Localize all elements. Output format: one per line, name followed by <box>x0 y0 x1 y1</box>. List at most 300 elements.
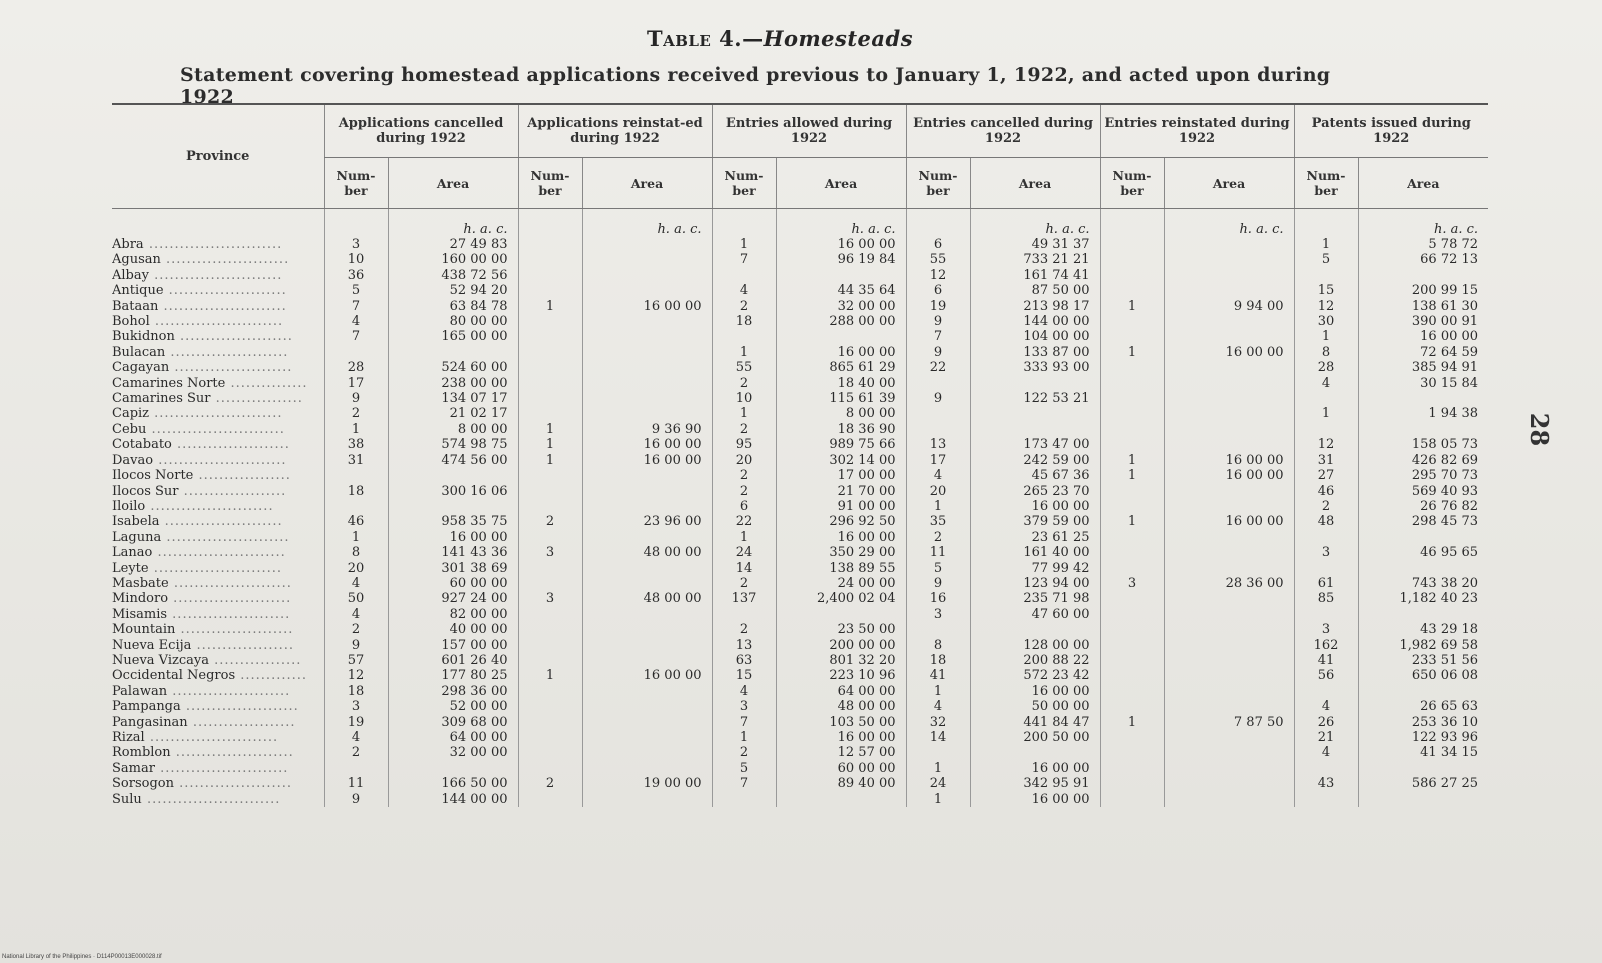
area-cell: 200 50 00 <box>970 730 1100 745</box>
province-name <box>112 283 324 298</box>
area-cell <box>1164 484 1294 499</box>
area-cell: 253 36 10 <box>1358 715 1488 730</box>
table-title-name: Homesteads <box>763 26 914 51</box>
area-cell: 165 00 00 <box>388 329 518 344</box>
number-cell <box>1100 591 1164 606</box>
area-cell: 49 31 37 <box>970 237 1100 252</box>
number-cell: 8 <box>1294 345 1358 360</box>
leader-dots: ....................... <box>163 283 287 299</box>
number-cell <box>518 745 582 760</box>
province-label: Albay <box>112 267 149 283</box>
table-row <box>112 638 1488 653</box>
province-name <box>112 514 324 529</box>
area-cell <box>776 268 906 283</box>
number-cell: 137 <box>712 591 776 606</box>
area-cell <box>582 499 712 514</box>
number-cell: 31 <box>1294 453 1358 468</box>
number-cell: 1 <box>1100 453 1164 468</box>
number-cell: 2 <box>518 776 582 791</box>
group-header: Applications cancelled during 1922 <box>324 104 518 158</box>
area-cell <box>1164 653 1294 668</box>
area-cell <box>1164 499 1294 514</box>
area-cell: 103 50 00 <box>776 715 906 730</box>
number-cell: 1 <box>1294 329 1358 344</box>
number-cell <box>518 329 582 344</box>
number-cell <box>906 622 970 637</box>
area-cell: 27 49 83 <box>388 237 518 252</box>
number-cell: 4 <box>906 468 970 483</box>
number-cell: 9 <box>324 391 388 406</box>
table-row <box>112 453 1488 468</box>
area-cell: 16 00 00 <box>970 761 1100 776</box>
number-cell: 2 <box>712 622 776 637</box>
number-cell: 18 <box>324 684 388 699</box>
number-cell: 7 <box>324 299 388 314</box>
area-cell: 115 61 39 <box>776 391 906 406</box>
area-cell <box>582 638 712 653</box>
number-cell <box>1100 360 1164 375</box>
area-cell: 1,982 69 58 <box>1358 638 1488 653</box>
number-cell <box>518 314 582 329</box>
number-cell: 63 <box>712 653 776 668</box>
number-cell <box>518 576 582 591</box>
number-cell: 1 <box>518 668 582 683</box>
area-cell: 12 57 00 <box>776 745 906 760</box>
number-cell: 32 <box>906 715 970 730</box>
table-row <box>112 468 1488 483</box>
area-cell: 379 59 00 <box>970 514 1100 529</box>
table-row <box>112 376 1488 391</box>
number-cell: 10 <box>712 391 776 406</box>
number-cell <box>518 391 582 406</box>
province-label: Masbate <box>112 575 169 591</box>
area-cell <box>1164 237 1294 252</box>
number-cell: 1 <box>324 422 388 437</box>
number-cell: 3 <box>1294 545 1358 560</box>
number-cell: 48 <box>1294 514 1358 529</box>
area-cell: 52 00 00 <box>388 699 518 714</box>
area-cell: 474 56 00 <box>388 453 518 468</box>
province-name <box>112 591 324 606</box>
number-cell: 43 <box>1294 776 1358 791</box>
number-cell: 2 <box>712 745 776 760</box>
table-row <box>112 745 1488 760</box>
number-cell <box>1294 561 1358 576</box>
province-label: Occidental Negros <box>112 668 236 684</box>
province-name <box>112 699 324 714</box>
area-cell <box>1164 530 1294 545</box>
province-label: Samar <box>112 760 155 776</box>
area-cell <box>388 499 518 514</box>
area-cell <box>582 360 712 375</box>
number-cell <box>1100 745 1164 760</box>
number-cell <box>906 422 970 437</box>
number-cell <box>518 761 582 776</box>
province-label: Isabela <box>112 514 160 530</box>
number-cell: 56 <box>1294 668 1358 683</box>
province-label: Camarines Norte <box>112 375 226 391</box>
number-cell: 4 <box>324 314 388 329</box>
table-row <box>112 484 1488 499</box>
units-label: h. a. c. <box>388 209 518 238</box>
number-cell: 12 <box>324 668 388 683</box>
area-cell: 16 00 00 <box>582 668 712 683</box>
province-name <box>112 299 324 314</box>
number-cell: 8 <box>906 638 970 653</box>
number-cell: 11 <box>324 776 388 791</box>
header-group-row <box>112 104 1488 158</box>
leader-dots: .......................... <box>141 791 281 807</box>
province-name <box>112 653 324 668</box>
area-cell: 16 00 00 <box>1164 514 1294 529</box>
number-cell <box>324 499 388 514</box>
number-cell <box>1100 668 1164 683</box>
number-cell: 17 <box>906 453 970 468</box>
number-cell <box>518 376 582 391</box>
area-cell <box>1164 730 1294 745</box>
number-cell <box>518 268 582 283</box>
area-cell: 21 70 00 <box>776 484 906 499</box>
area-cell <box>970 376 1100 391</box>
units-label: h. a. c. <box>970 209 1100 238</box>
area-cell <box>1164 776 1294 791</box>
area-cell: 235 71 98 <box>970 591 1100 606</box>
number-cell: 14 <box>712 561 776 576</box>
area-cell <box>388 761 518 776</box>
area-cell: 733 21 21 <box>970 252 1100 267</box>
number-cell <box>518 622 582 637</box>
number-cell: 2 <box>712 299 776 314</box>
area-cell <box>776 607 906 622</box>
area-cell: 426 82 69 <box>1358 453 1488 468</box>
number-cell: 1 <box>712 237 776 252</box>
group-header: Applications reinstat-ed during 1922 <box>518 104 712 158</box>
number-cell: 9 <box>324 638 388 653</box>
area-cell: 16 00 00 <box>582 453 712 468</box>
area-cell: 288 00 00 <box>776 314 906 329</box>
area-header: Area <box>582 158 712 209</box>
leader-dots: ......................... <box>154 760 289 776</box>
number-cell: 20 <box>324 561 388 576</box>
number-cell <box>1100 329 1164 344</box>
number-cell: 31 <box>324 453 388 468</box>
number-cell: 46 <box>324 514 388 529</box>
number-cell: 13 <box>712 638 776 653</box>
number-cell <box>518 468 582 483</box>
province-label: Ilocos Sur <box>112 483 179 499</box>
area-cell <box>582 561 712 576</box>
units-label: h. a. c. <box>1358 209 1488 238</box>
number-cell: 4 <box>324 576 388 591</box>
area-cell <box>1358 268 1488 283</box>
number-cell <box>1100 561 1164 576</box>
area-cell: 743 38 20 <box>1358 576 1488 591</box>
area-cell: 66 72 13 <box>1358 252 1488 267</box>
area-cell <box>776 329 906 344</box>
number-cell: 2 <box>1294 499 1358 514</box>
area-cell: 144 00 00 <box>970 314 1100 329</box>
number-cell <box>518 360 582 375</box>
area-cell: 45 67 36 <box>970 468 1100 483</box>
area-cell: 60 00 00 <box>388 576 518 591</box>
number-header: Num-ber <box>1100 158 1164 209</box>
number-cell: 20 <box>712 453 776 468</box>
number-cell <box>906 745 970 760</box>
leader-dots: ...................... <box>174 329 293 345</box>
number-cell: 2 <box>906 530 970 545</box>
number-cell: 3 <box>1294 622 1358 637</box>
province-name <box>112 360 324 375</box>
area-header: Area <box>970 158 1100 209</box>
area-cell: 64 00 00 <box>776 684 906 699</box>
number-cell: 4 <box>324 730 388 745</box>
number-cell <box>1100 607 1164 622</box>
table-row <box>112 591 1488 606</box>
number-cell <box>712 329 776 344</box>
area-cell <box>1164 268 1294 283</box>
province-label: Leyte <box>112 560 149 576</box>
group-header: Entries allowed during 1922 <box>712 104 906 158</box>
area-header: Area <box>388 158 518 209</box>
number-cell: 35 <box>906 514 970 529</box>
group-header: Patents issued during 1922 <box>1294 104 1488 158</box>
number-cell: 4 <box>712 684 776 699</box>
number-cell <box>1294 761 1358 776</box>
province-name <box>112 684 324 699</box>
number-cell: 26 <box>1294 715 1358 730</box>
table-title <box>0 26 1560 51</box>
number-cell: 1 <box>906 499 970 514</box>
area-cell: 46 95 65 <box>1358 545 1488 560</box>
number-cell <box>1294 268 1358 283</box>
table-row <box>112 776 1488 791</box>
area-cell: 32 00 00 <box>388 745 518 760</box>
area-cell: 16 00 00 <box>582 299 712 314</box>
area-cell: 342 95 91 <box>970 776 1100 791</box>
province-label: Mountain <box>112 622 176 638</box>
table-row <box>112 345 1488 360</box>
number-cell: 1 <box>518 453 582 468</box>
province-label: Pangasinan <box>112 714 188 730</box>
area-cell <box>582 653 712 668</box>
number-cell: 1 <box>1100 715 1164 730</box>
area-cell: 8 00 00 <box>776 406 906 421</box>
area-cell <box>582 314 712 329</box>
number-cell: 95 <box>712 437 776 452</box>
province-name <box>112 499 324 514</box>
number-cell: 1 <box>1100 468 1164 483</box>
area-cell: 18 40 00 <box>776 376 906 391</box>
number-cell: 2 <box>518 514 582 529</box>
number-cell <box>1100 406 1164 421</box>
table-row <box>112 499 1488 514</box>
area-cell: 87 50 00 <box>970 283 1100 298</box>
area-cell: 16 00 00 <box>582 437 712 452</box>
leader-dots: ............. <box>235 668 307 684</box>
area-cell: 16 00 00 <box>776 237 906 252</box>
number-cell: 7 <box>712 715 776 730</box>
area-cell: 23 96 00 <box>582 514 712 529</box>
area-cell: 48 00 00 <box>582 545 712 560</box>
area-cell <box>582 745 712 760</box>
area-cell <box>1164 314 1294 329</box>
area-cell <box>582 237 712 252</box>
area-cell <box>582 761 712 776</box>
number-cell <box>1100 484 1164 499</box>
table-row <box>112 268 1488 283</box>
area-cell: 157 00 00 <box>388 638 518 653</box>
table-row <box>112 514 1488 529</box>
province-name <box>112 453 324 468</box>
number-cell: 9 <box>906 345 970 360</box>
table-row <box>112 299 1488 314</box>
number-cell <box>518 715 582 730</box>
table-row <box>112 730 1488 745</box>
area-cell <box>970 622 1100 637</box>
number-cell: 1 <box>906 792 970 807</box>
area-cell <box>1164 745 1294 760</box>
area-cell <box>1358 607 1488 622</box>
area-cell: 50 00 00 <box>970 699 1100 714</box>
area-cell: 141 43 36 <box>388 545 518 560</box>
number-cell: 15 <box>712 668 776 683</box>
area-cell: 574 98 75 <box>388 437 518 452</box>
area-cell: 200 00 00 <box>776 638 906 653</box>
province-label: Bukidnon <box>112 329 175 345</box>
number-cell <box>518 406 582 421</box>
table-row <box>112 545 1488 560</box>
number-cell <box>324 345 388 360</box>
area-cell <box>1164 699 1294 714</box>
table-row <box>112 237 1488 252</box>
number-cell: 4 <box>906 699 970 714</box>
area-cell <box>1164 252 1294 267</box>
area-cell: 586 27 25 <box>1358 776 1488 791</box>
area-cell <box>1358 530 1488 545</box>
area-cell: 122 53 21 <box>970 391 1100 406</box>
province-name <box>112 437 324 452</box>
province-label: Abra <box>112 237 144 252</box>
province-name <box>112 638 324 653</box>
number-cell: 2 <box>324 406 388 421</box>
number-cell <box>1100 422 1164 437</box>
area-cell <box>970 422 1100 437</box>
leader-dots: ...................... <box>171 437 290 453</box>
group-header: Entries reinstated during 1922 <box>1100 104 1294 158</box>
area-cell: 173 47 00 <box>970 437 1100 452</box>
number-cell <box>1294 684 1358 699</box>
number-cell: 4 <box>712 283 776 298</box>
leader-dots: ...................... <box>180 699 299 715</box>
area-cell: 72 64 59 <box>1358 345 1488 360</box>
number-cell <box>1100 268 1164 283</box>
area-cell <box>582 252 712 267</box>
number-cell: 20 <box>906 484 970 499</box>
province-label: Antique <box>112 283 164 299</box>
province-name <box>112 715 324 730</box>
table-row <box>112 391 1488 406</box>
table-row <box>112 530 1488 545</box>
area-cell: 16 00 00 <box>776 730 906 745</box>
area-cell: 138 61 30 <box>1358 299 1488 314</box>
number-cell <box>1100 699 1164 714</box>
area-cell: 41 34 15 <box>1358 745 1488 760</box>
area-cell <box>1164 668 1294 683</box>
table-row <box>112 422 1488 437</box>
area-cell: 524 60 00 <box>388 360 518 375</box>
province-header: Province <box>112 104 324 209</box>
area-cell: 89 40 00 <box>776 776 906 791</box>
area-cell <box>1358 792 1488 807</box>
table-row <box>112 792 1488 807</box>
area-cell: 77 99 42 <box>970 561 1100 576</box>
leader-dots: ....................... <box>170 745 294 761</box>
number-cell <box>324 468 388 483</box>
number-cell <box>1100 376 1164 391</box>
province-label: Cagayan <box>112 360 170 376</box>
province-name <box>112 406 324 421</box>
province-label: Camarines Sur <box>112 391 211 407</box>
number-cell: 24 <box>906 776 970 791</box>
number-header: Num-ber <box>518 158 582 209</box>
number-cell <box>518 638 582 653</box>
number-cell: 2 <box>712 376 776 391</box>
province-label: Pampanga <box>112 699 181 715</box>
number-cell: 4 <box>1294 699 1358 714</box>
area-cell: 24 00 00 <box>776 576 906 591</box>
number-cell <box>1294 391 1358 406</box>
table-row <box>112 653 1488 668</box>
number-cell: 19 <box>324 715 388 730</box>
number-cell: 17 <box>324 376 388 391</box>
province-label: Cebu <box>112 421 147 437</box>
table-row <box>112 715 1488 730</box>
table-subtitle: Statement covering homestead applications received previous to January 1, 1922, and acted upon during 1922 <box>180 64 1331 108</box>
area-cell: 26 65 63 <box>1358 699 1488 714</box>
table-row <box>112 576 1488 591</box>
area-cell <box>1164 591 1294 606</box>
number-header: Num-ber <box>712 158 776 209</box>
number-cell: 24 <box>712 545 776 560</box>
area-cell: 7 87 50 <box>1164 715 1294 730</box>
area-header: Area <box>1358 158 1488 209</box>
number-cell <box>518 499 582 514</box>
area-cell: 16 00 00 <box>388 530 518 545</box>
area-cell: 52 94 20 <box>388 283 518 298</box>
number-cell: 16 <box>906 591 970 606</box>
leader-dots: ....................... <box>169 360 293 376</box>
area-cell <box>1164 622 1294 637</box>
province-label: Sorsogon <box>112 776 174 792</box>
area-cell <box>1164 391 1294 406</box>
area-cell <box>1164 607 1294 622</box>
leader-dots: ....................... <box>167 606 291 622</box>
area-cell <box>582 622 712 637</box>
number-cell: 41 <box>1294 653 1358 668</box>
province-name <box>112 237 324 252</box>
province-label: Bulacan <box>112 344 166 360</box>
area-cell <box>776 792 906 807</box>
page-number: 28 <box>1525 412 1555 447</box>
area-cell: 123 94 00 <box>970 576 1100 591</box>
area-cell: 16 00 00 <box>1164 345 1294 360</box>
area-cell: 569 40 93 <box>1358 484 1488 499</box>
area-cell: 19 00 00 <box>582 776 712 791</box>
number-cell: 8 <box>324 545 388 560</box>
province-label: Nueva Ecija <box>112 637 192 653</box>
province-name <box>112 268 324 283</box>
province-label: Rizal <box>112 730 145 745</box>
